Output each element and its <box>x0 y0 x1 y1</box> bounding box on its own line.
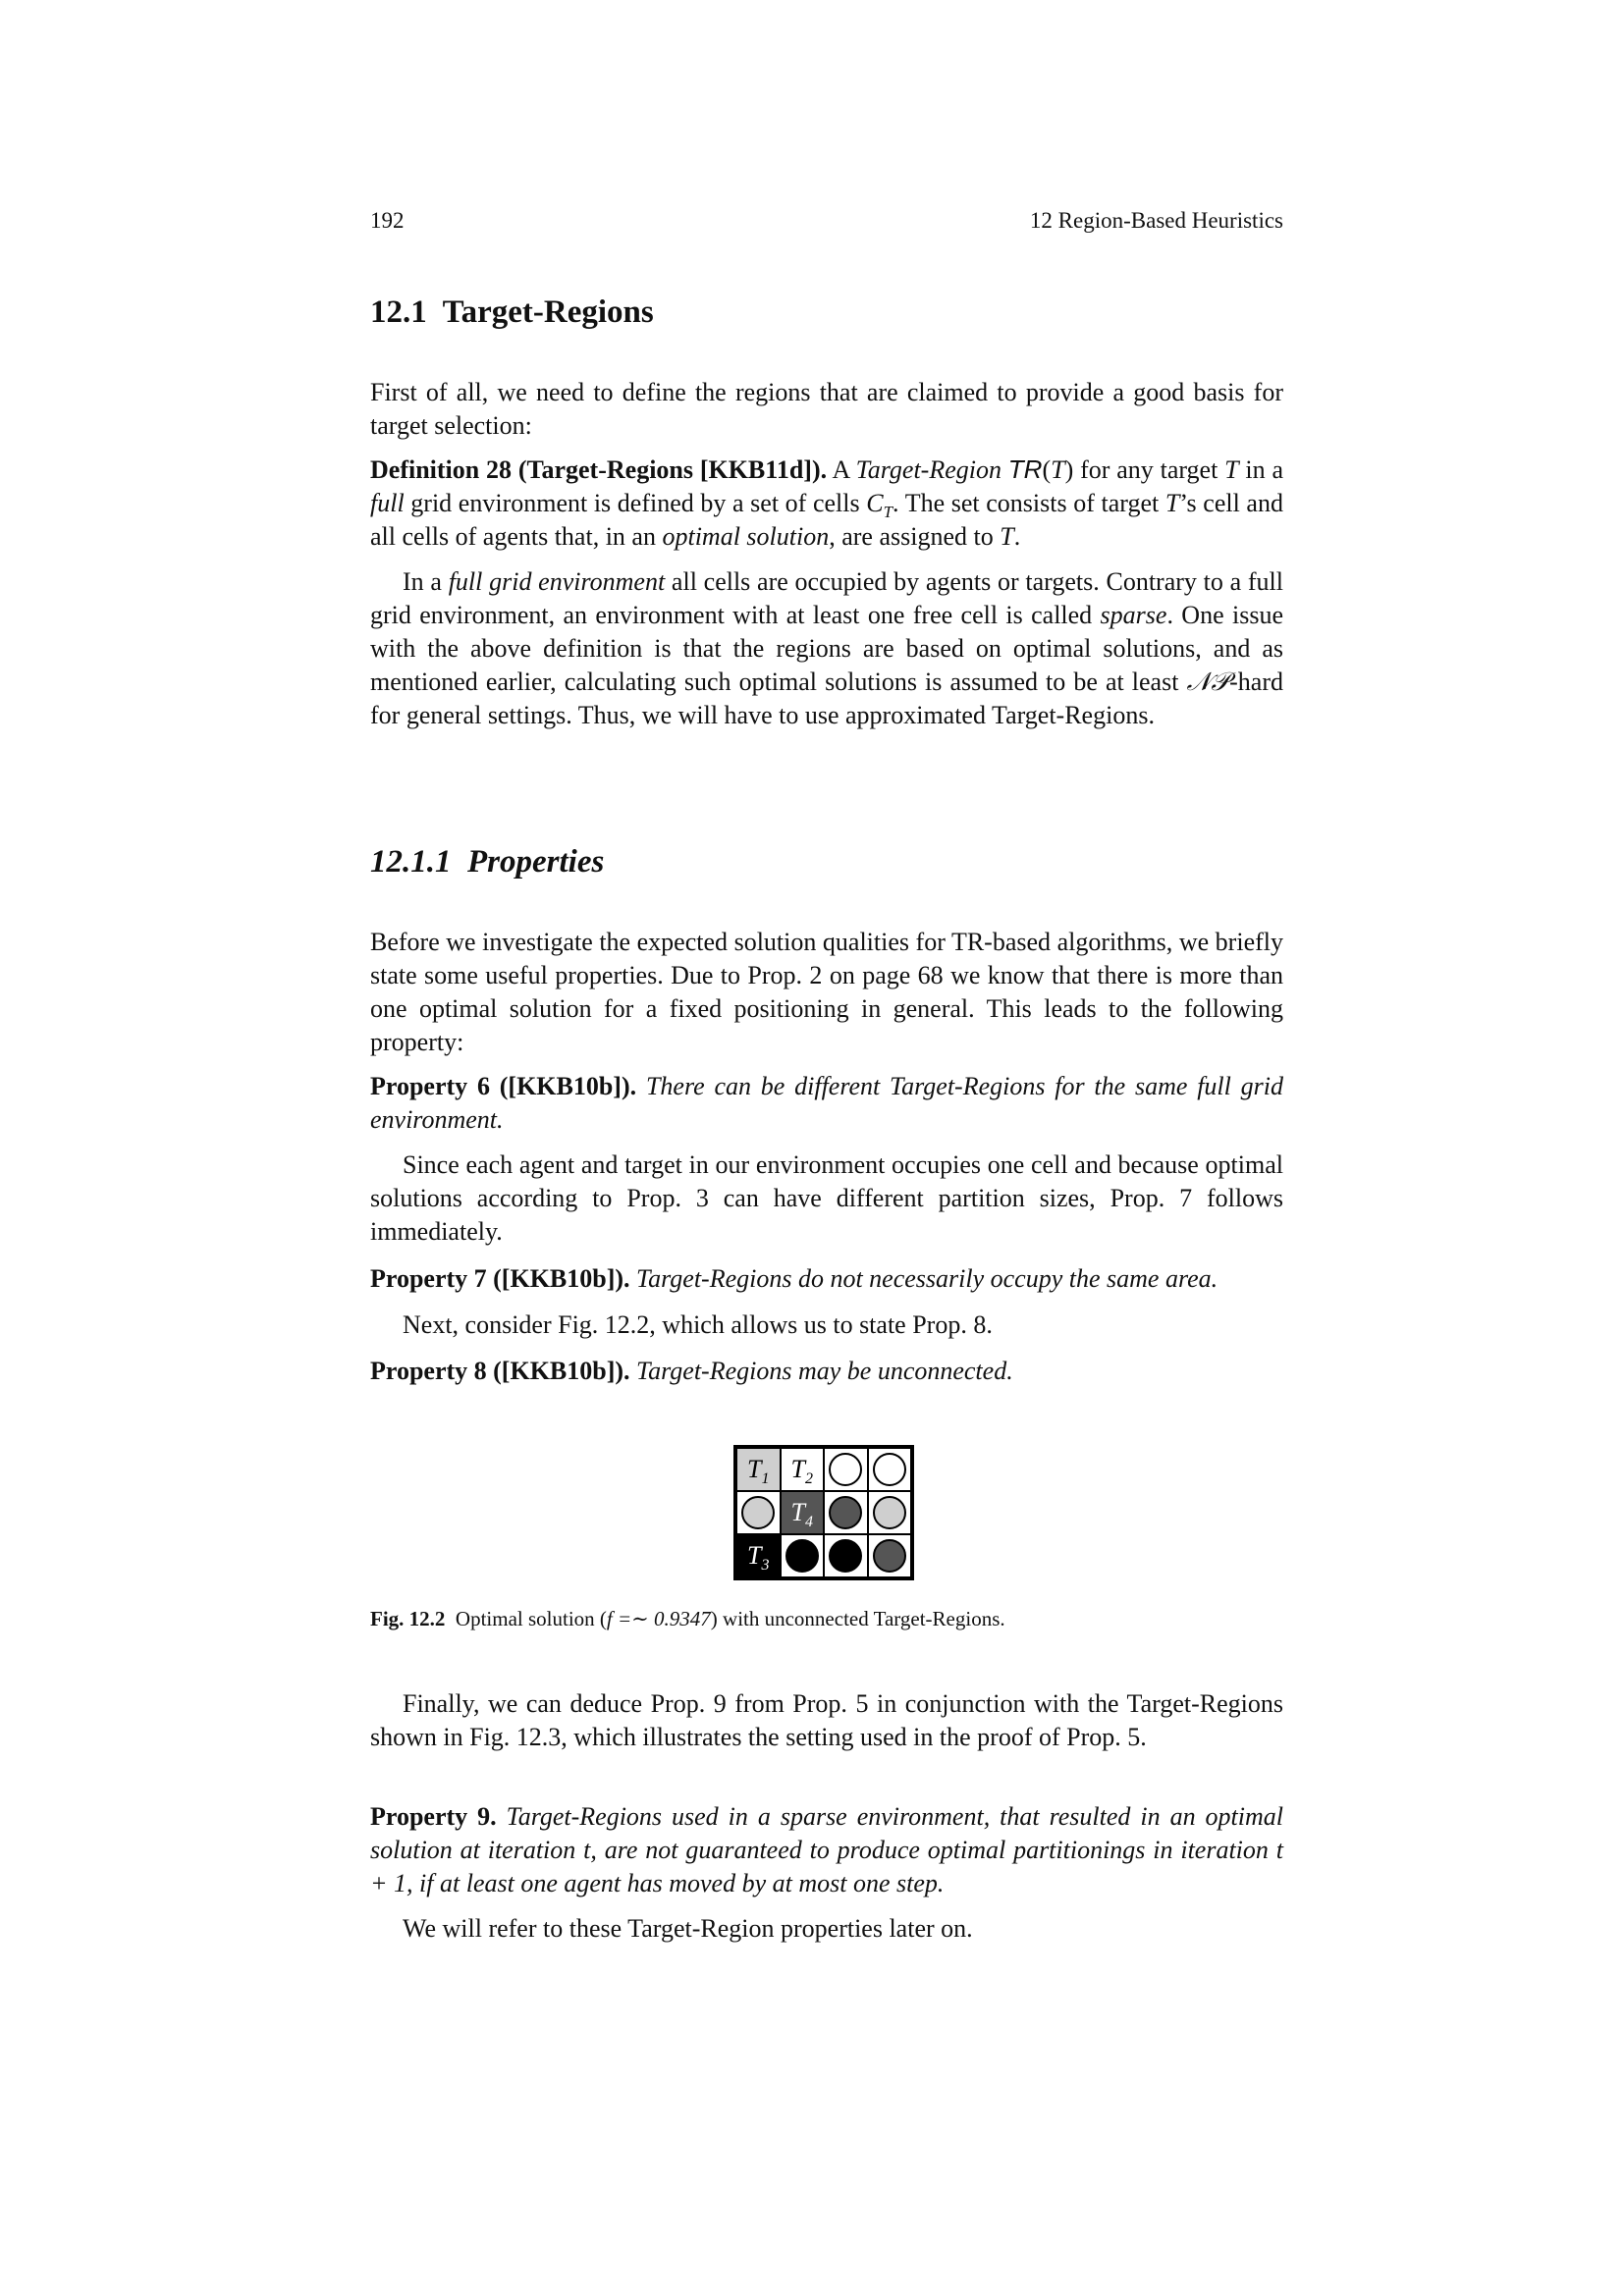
target-label: $T_3$ <box>747 1541 770 1575</box>
agent-circle <box>873 1496 906 1529</box>
agent-cell <box>868 1448 912 1491</box>
agent-cell <box>868 1534 912 1577</box>
paragraph-final: We will refer to these Target-Region properties later on. <box>403 1914 973 1943</box>
agent-circle <box>829 1496 862 1529</box>
running-head <box>370 208 1283 234</box>
target-cell-t1 <box>736 1448 781 1491</box>
property-9: Property 9. Target-Regions used in a sparse environment, that resulted in an optimal solution at iteration t, are not guaranteed to produce optimal partitionings in iteration t + 1, if at least one agent has moved by at most one step. <box>370 1802 1284 1897</box>
definition-term: Target-Region <box>855 455 1001 484</box>
target-label: $T_1$ <box>747 1455 770 1488</box>
target-index: 4 <box>804 1514 813 1531</box>
page-number: 192 <box>370 208 405 233</box>
agent-circle <box>741 1496 775 1529</box>
property-6: Property 6 ([KKB10b]). There can be different Target-Regions for the same full grid environment. <box>370 1072 1284 1134</box>
target-region-grid <box>733 1445 914 1580</box>
agent-circle <box>829 1453 862 1486</box>
figure-caption: Fig. 12.2 Optimal solution (f =∼ 0.9347) with unconnected Target-Regions. <box>370 1607 1005 1630</box>
paragraph-prop7: Since each agent and target in our environment occupies one cell and because optimal solutions according to Prop. 3 can have different partition sizes, Prop. 7 follows immediately. <box>370 1150 1283 1246</box>
agent-cell <box>824 1534 868 1577</box>
target-cell-t4 <box>781 1491 825 1534</box>
target-index: 3 <box>761 1557 770 1575</box>
section-number: 12.1 <box>370 294 427 330</box>
section-title: Target-Regions <box>442 294 654 330</box>
target-cell-t3 <box>736 1534 781 1577</box>
agent-circle <box>873 1453 906 1486</box>
property-8: Property 8 ([KKB10b]). Target-Regions may be unconnected. <box>370 1357 1013 1385</box>
section-intro: First of all, we need to define the regions that are claimed to provide a good basis for target selection: <box>370 378 1283 440</box>
agent-cell <box>736 1491 781 1534</box>
target-index: 1 <box>761 1470 770 1488</box>
target-label: $T_4$ <box>790 1498 813 1531</box>
subsection-intro: Before we investigate the expected solution qualities for TR-based algorithms, we briefly state some useful properties. Due to Prop. 2 on page 68 we know that there is more than one optimal solution for a fixed positioning in general. This leads to the following property: <box>370 928 1283 1056</box>
paragraph-full-grid: In a full grid environment all cells are occupied by agents or targets. Contrary to a full grid environment, an environment with at least one free cell is called sparse. One issue with the above definition is that the regions are based on optimal solutions, and as mentioned earlier, calculating such optimal solutions is assumed to be at least 𝒩𝒫-hard for general settings. Thus, we will have to use approximated Target-Regions. <box>370 567 1284 729</box>
agent-circle <box>785 1539 819 1573</box>
paragraph-prop9: Finally, we can deduce Prop. 9 from Prop. 5 in conjunction with the Target-Regions shown in Fig. 12.3, which illustrates the setting used in the proof of Prop. 5. <box>370 1689 1283 1751</box>
agent-circle <box>829 1539 862 1573</box>
agent-cell <box>824 1448 868 1491</box>
target-cell-t2 <box>781 1448 825 1491</box>
paragraph-fig-ref: Next, consider Fig. 12.2, which allows us to state Prop. 8. <box>403 1310 993 1339</box>
agent-cell <box>868 1491 912 1534</box>
section-heading <box>370 294 654 331</box>
target-index: 2 <box>804 1470 813 1488</box>
agent-cell <box>781 1534 825 1577</box>
chapter-title: 12 Region-Based Heuristics <box>1029 208 1283 233</box>
agent-cell <box>824 1491 868 1534</box>
property-7: Property 7 ([KKB10b]). Target-Regions do not necessarily occupy the same area. <box>370 1264 1218 1293</box>
target-label: $T_2$ <box>790 1455 813 1488</box>
subsection-title: Properties <box>467 844 605 880</box>
definition-label: Definition 28 (Target-Regions [KKB11d]). <box>370 455 828 484</box>
subsection-heading <box>370 844 604 881</box>
definition-28: Definition 28 (Target-Regions [KKB11d]). A Target-Region TR(T) for any target T in a full grid environment is defined by a set of cells $C_T$. The set consists of target T’s cell and all cells of agents that, in an optimal solution, are assigned to T. <box>370 454 1284 551</box>
subsection-number: 12.1.1 <box>370 844 452 880</box>
agent-circle <box>873 1539 906 1573</box>
